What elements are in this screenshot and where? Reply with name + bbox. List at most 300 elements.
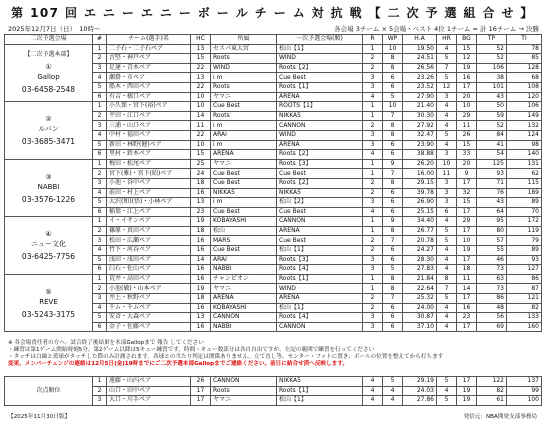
table-cell: 小池・谷中ペア: [107, 178, 191, 188]
table-cell: 6: [93, 150, 107, 160]
table-cell: 71: [477, 178, 507, 188]
table-cell: 8: [383, 274, 403, 284]
table-cell: 3: [93, 236, 107, 246]
table-cell: 4: [437, 102, 457, 112]
table-cell: 28.30: [403, 255, 437, 265]
note-line: ・練習は第1ゲーム開始時刻5分。第2ゲーム以降は5キュー練習です。時間・キュー数部分は各自自由ですが、左記の範囲で練習を行ってください: [8, 347, 375, 353]
table-cell: 5: [93, 313, 107, 323]
venue-cell: [5, 217, 93, 275]
table-cell: 5: [383, 265, 403, 275]
table-cell: 10: [457, 236, 477, 246]
table-cell: 6: [383, 82, 403, 92]
venue-number: ③: [45, 172, 52, 181]
table-cell: 19.50: [403, 44, 437, 54]
table-cell: 竹下・河谷ペア: [107, 246, 191, 256]
column-header: 二次予選会場: [5, 35, 93, 45]
table-row: [5, 217, 542, 227]
table-cell: 43: [477, 198, 507, 208]
table-cell: 3: [437, 198, 457, 208]
table-cell: 8: [383, 178, 403, 188]
table-cell: 大口・川手ペア: [107, 396, 191, 406]
table-cell: ARENA: [277, 140, 363, 150]
table-cell: Roots: [211, 386, 277, 396]
table-cell: 22: [191, 130, 211, 140]
venue-number: ②: [45, 114, 52, 123]
table-cell: 6: [383, 73, 403, 83]
table-cell: Roots: [211, 111, 277, 121]
groups-table: [4, 34, 542, 332]
table-cell: 17: [191, 386, 211, 396]
table-cell: NIKKA5: [277, 377, 363, 387]
table-cell: 6: [93, 92, 107, 102]
table-cell: 23.26: [403, 73, 437, 83]
table-cell: 101: [477, 82, 507, 92]
table-cell: 6: [93, 322, 107, 332]
table-cell: 87: [507, 284, 542, 294]
table-cell: 27.86: [403, 396, 437, 406]
table-cell: 85: [507, 54, 542, 64]
table-cell: 6: [383, 198, 403, 208]
table-cell: 4: [437, 303, 457, 313]
table-cell: 11: [457, 274, 477, 284]
table-cell: NABBI: [211, 265, 277, 275]
venue-number: ①: [45, 63, 52, 72]
table-cell: 16: [191, 274, 211, 284]
table-cell: 120: [507, 92, 542, 102]
table-cell: 松田・広瀬ペア: [107, 236, 191, 246]
table-cell: 17: [457, 178, 477, 188]
table-cell: 13: [191, 73, 211, 83]
table-cell: 松山【1】: [277, 303, 363, 313]
table-cell: 17: [457, 207, 477, 217]
table-cell: 32: [457, 188, 477, 198]
issuer-label: 発信元：NBA開発支部事務局: [463, 414, 537, 420]
table-cell: 62: [507, 169, 542, 179]
table-cell: 2: [93, 284, 107, 294]
table-cell: 137: [507, 377, 542, 387]
venue-name: Gallop: [37, 73, 60, 82]
table-cell: 29: [457, 111, 477, 121]
table-cell: 52: [477, 44, 507, 54]
column-header: TP: [477, 35, 507, 45]
table-cell: 10: [191, 102, 211, 112]
table-cell: 18: [191, 178, 211, 188]
table-cell: 100: [507, 396, 542, 406]
table-cell: 3: [93, 63, 107, 73]
table-cell: 76: [477, 188, 507, 198]
table-cell: 21.40: [403, 102, 437, 112]
table-cell: 3: [363, 73, 383, 83]
table-cell: 73: [477, 265, 507, 275]
table-cell: 10: [437, 159, 457, 169]
table-cell: 1: [363, 159, 383, 169]
table-cell: NIKKA5: [277, 111, 363, 121]
table-cell: i m: [211, 198, 277, 208]
table-cell: 124: [507, 130, 542, 140]
table-cell: 15: [457, 140, 477, 150]
table-cell: 33: [457, 150, 477, 160]
table-cell: 50: [477, 102, 507, 112]
table-cell: 2: [363, 303, 383, 313]
table-cell: 山口・田中ペア: [107, 386, 191, 396]
venue-phone: 03-5243-3175: [21, 309, 76, 319]
column-header: BG: [457, 35, 477, 45]
table-cell: 18: [191, 294, 211, 304]
table-cell: 99: [507, 386, 542, 396]
table-cell: 二子石・二子石ペア: [107, 44, 191, 54]
table-cell: 27.83: [403, 265, 437, 275]
table-cell: ARENA: [277, 226, 363, 236]
table-cell: 24.00: [403, 303, 437, 313]
table-cell: 浅田・浅田ペア: [107, 255, 191, 265]
table-cell: 2: [363, 63, 383, 73]
table-cell: 4: [363, 377, 383, 387]
table-cell: 1: [363, 102, 383, 112]
notes-section: [8, 340, 443, 368]
venue-note: 【二次予選本部】: [24, 51, 73, 59]
table-cell: 19: [457, 386, 477, 396]
table-cell: Roots: [211, 54, 277, 64]
table-cell: WIND: [211, 63, 277, 73]
table-cell: 10: [457, 102, 477, 112]
table-cell: Cue Best: [277, 236, 363, 246]
table-cell: 48: [477, 303, 507, 313]
table-cell: 2: [363, 246, 383, 256]
table-cell: Cue Best: [211, 207, 277, 217]
table-cell: 3: [363, 322, 383, 332]
table-cell: 松山【1】: [277, 44, 363, 54]
table-cell: 15: [457, 44, 477, 54]
table-row: [5, 44, 542, 54]
table-cell: 足達・青木ペア: [107, 63, 191, 73]
table-cell: 8: [383, 54, 403, 64]
table-cell: 6: [383, 322, 403, 332]
venue-cell: [5, 274, 93, 332]
table-cell: 98: [507, 140, 542, 150]
table-cell: 16: [191, 303, 211, 313]
table-cell: 82: [477, 386, 507, 396]
table-cell: 29.19: [403, 377, 437, 387]
table-cell: 5: [93, 255, 107, 265]
table-cell: 89: [507, 246, 542, 256]
table-cell: 23: [457, 313, 477, 323]
table-cell: 79: [507, 236, 542, 246]
table-cell: 61: [477, 396, 507, 406]
table-cell: Roots【4】: [277, 265, 363, 275]
table-cell: 小池(敏)・山本ペア: [107, 284, 191, 294]
column-header: HR: [437, 35, 457, 45]
table-cell: 篠原・真田ペア: [107, 226, 191, 236]
table-cell: 23.90: [403, 140, 437, 150]
table-cell: CANNON: [211, 377, 277, 387]
table-cell: 里村・鈴木ペア: [107, 150, 191, 160]
table-cell: 3: [93, 178, 107, 188]
table-cell: ARENA: [211, 294, 277, 304]
column-header: 所属: [211, 35, 277, 45]
table-cell: 29: [457, 217, 477, 227]
table-cell: 5: [383, 377, 403, 387]
table-cell: 12: [437, 82, 457, 92]
table-cell: 4: [437, 246, 457, 256]
table-cell: 26: [457, 130, 477, 140]
table-cell: 中村・福田ペア: [107, 130, 191, 140]
table-cell: 2: [93, 54, 107, 64]
table-cell: Cue Best: [211, 169, 277, 179]
table-cell: 10: [383, 44, 403, 54]
table-cell: 24.51: [403, 54, 437, 64]
table-cell: 1: [363, 44, 383, 54]
venue-number: ⑤: [45, 287, 52, 296]
table-cell: i m: [211, 140, 277, 150]
table-cell: ARAI: [211, 255, 277, 265]
table-cell: 38: [477, 73, 507, 83]
venue-number: ④: [45, 230, 52, 239]
table-cell: 10: [191, 92, 211, 102]
table-cell: 16: [191, 246, 211, 256]
table-cell: 8: [383, 63, 403, 73]
table-cell: Cue Best: [277, 169, 363, 179]
version-label: 【2025年11月30日版】: [8, 414, 71, 420]
table-cell: 1: [363, 284, 383, 294]
table-cell: 1: [93, 274, 107, 284]
table-cell: 1: [93, 377, 107, 387]
table-cell: Roots【3】: [277, 159, 363, 169]
table-cell: 4: [437, 255, 457, 265]
table-cell: 5: [437, 377, 457, 387]
table-cell: 瀬掛・市ペア: [107, 73, 191, 83]
table-cell: 4: [363, 207, 383, 217]
column-header: チーム(選手)名: [107, 35, 191, 45]
table-cell: 井上・秋野ペア: [107, 294, 191, 304]
table-cell: 4: [437, 313, 457, 323]
table-cell: 23.52: [403, 82, 437, 92]
table-cell: 64: [477, 207, 507, 217]
table-cell: 8: [383, 284, 403, 294]
table-cell: 12: [457, 54, 477, 64]
table-cell: 17: [457, 322, 477, 332]
table-cell: 39.78: [403, 188, 437, 198]
table-cell: 3: [363, 198, 383, 208]
note-line: ・タッチは白線と黄球がタッチした際のみ計測されます。各球との当たり判定は関係ありません。立て直し等、センター・フットに置き、ボールの位置を整えてから打ちます: [8, 354, 444, 360]
table-cell: 20: [457, 92, 477, 102]
table-cell: 2: [93, 226, 107, 236]
wildcard-table: [4, 376, 542, 406]
table-cell: ヤマニ: [211, 396, 277, 406]
table-cell: 5: [437, 130, 457, 140]
table-cell: 54: [477, 150, 507, 160]
table-cell: 6: [93, 265, 107, 275]
table-cell: 6: [383, 313, 403, 323]
table-cell: Cue Best: [277, 207, 363, 217]
table-row: [5, 159, 542, 169]
table-cell: CANNON: [277, 121, 363, 131]
table-cell: 17: [191, 396, 211, 406]
table-cell: 8: [383, 226, 403, 236]
table-cell: 5: [437, 396, 457, 406]
table-cell: 38.88: [403, 150, 437, 160]
table-cell: 5: [437, 226, 457, 236]
table-cell: 4: [437, 44, 457, 54]
table-cell: 6: [93, 207, 107, 217]
table-cell: 22.64: [403, 284, 437, 294]
table-cell: 宮下(雅)・宮下(昭)ペア: [107, 169, 191, 179]
table-cell: 19: [457, 396, 477, 406]
table-cell: 三浦・山口ペア: [107, 121, 191, 131]
change-deadline-note: 変更、メンバーチェンジの連絡は12月5日(金)19時までにご二次予選本部Gallopまでご連絡ください。前日に結合せ済へ反映します。: [8, 361, 348, 367]
table-cell: 43: [477, 92, 507, 102]
table-cell: 4: [93, 303, 107, 313]
table-cell: 15: [457, 198, 477, 208]
table-cell: ARENA: [211, 150, 277, 160]
table-cell: 4: [437, 386, 457, 396]
table-cell: CANNON: [211, 313, 277, 323]
table-cell: MARS: [211, 236, 277, 246]
table-cell: 34.40: [403, 217, 437, 227]
table-cell: 122: [477, 377, 507, 387]
table-cell: 3: [93, 294, 107, 304]
table-cell: WIND: [277, 54, 363, 64]
table-cell: 1: [363, 111, 383, 121]
table-cell: 86: [507, 274, 542, 284]
table-cell: 128: [507, 63, 542, 73]
venue-cell: [5, 159, 93, 217]
table-cell: 松山【1】: [277, 246, 363, 256]
table-cell: 小久保・宮下(裕)ペア: [107, 102, 191, 112]
table-cell: 16: [191, 322, 211, 332]
table-cell: 4: [437, 322, 457, 332]
table-cell: 26.20: [403, 159, 437, 169]
table-cell: Roots: [211, 82, 277, 92]
table-cell: 189: [507, 188, 542, 198]
table-cell: 8: [383, 121, 403, 131]
table-cell: 115: [507, 178, 542, 188]
table-cell: 4: [93, 246, 107, 256]
table-cell: チャンピオン: [211, 274, 277, 284]
table-cell: ヤマニ: [211, 284, 277, 294]
table-cell: ARENA: [277, 92, 363, 102]
table-cell: 18: [457, 265, 477, 275]
table-cell: NIKKA5: [277, 188, 363, 198]
table-cell: 32.47: [403, 130, 437, 140]
table-cell: 8: [383, 130, 403, 140]
table-cell: 16: [457, 73, 477, 83]
table-cell: 84: [477, 130, 507, 140]
table-cell: 5: [437, 73, 457, 83]
column-header: #: [93, 35, 107, 45]
table-cell: 船木・西田ペア: [107, 82, 191, 92]
table-cell: 14: [457, 284, 477, 294]
table-cell: 3: [93, 121, 107, 131]
table-cell: 6: [383, 303, 403, 313]
table-cell: 17: [457, 294, 477, 304]
table-cell: 臼石・佐山ペア: [107, 265, 191, 275]
table-cell: 6: [383, 140, 403, 150]
venue-phone: 03-3576-1226: [21, 194, 76, 204]
table-cell: 15: [191, 150, 211, 160]
table-cell: 大沢(和)(悟)・小林ペア: [107, 198, 191, 208]
table-cell: 稲葉・江上ペア: [107, 207, 191, 217]
table-cell: 3: [93, 396, 107, 406]
table-cell: 55: [477, 246, 507, 256]
table-cell: WIND: [277, 130, 363, 140]
table-cell: 1: [93, 44, 107, 54]
table-cell: 26.77: [403, 226, 437, 236]
table-cell: 127: [507, 265, 542, 275]
table-cell: 68: [507, 73, 542, 83]
table-cell: 2: [363, 54, 383, 64]
table-cell: 13: [191, 313, 211, 323]
table-cell: 30.87: [403, 313, 437, 323]
table-cell: 133: [507, 313, 542, 323]
table-cell: 2: [363, 294, 383, 304]
table-cell: 4: [437, 217, 457, 227]
page-title: 第 107 回 エ ニ ー エ ニ ー ボ ー ル チ ー ム 対 抗 戦 【 二 次 予 選 組 合 せ 】: [11, 6, 534, 20]
table-cell: 1: [93, 217, 107, 227]
table-cell: 9: [457, 169, 477, 179]
table-cell: 95: [477, 217, 507, 227]
table-cell: 2: [363, 236, 383, 246]
table-cell: 新田・林野(健)ペア: [107, 140, 191, 150]
table-cell: 7: [383, 294, 403, 304]
table-cell: 4: [437, 121, 457, 131]
table-cell: Roots【1】: [277, 274, 363, 284]
table-cell: 4: [363, 396, 383, 406]
table-cell: 41: [477, 140, 507, 150]
table-cell: 121: [507, 294, 542, 304]
table-cell: 16.00: [403, 169, 437, 179]
table-cell: 16: [191, 236, 211, 246]
table-cell: 平田・江口ペア: [107, 111, 191, 121]
table-cell: Roots【2】: [277, 63, 363, 73]
table-cell: 82: [507, 303, 542, 313]
table-cell: 19: [457, 63, 477, 73]
wildcard-label: 次点順位: [5, 377, 93, 406]
table-cell: 24.27: [403, 246, 437, 256]
table-cell: 3: [363, 255, 383, 265]
table-cell: 16: [191, 188, 211, 198]
table-cell: 遠藤・山内ペア: [107, 377, 191, 387]
table-cell: 86: [477, 294, 507, 304]
table-cell: 6: [383, 188, 403, 198]
table-cell: 108: [507, 82, 542, 92]
table-cell: Roots【3】: [277, 255, 363, 265]
table-cell: 63: [477, 274, 507, 284]
table-cell: 5: [437, 236, 457, 246]
table-cell: 2: [93, 111, 107, 121]
table-cell: 1: [93, 102, 107, 112]
table-cell: 17: [457, 226, 477, 236]
table-cell: 25: [191, 159, 211, 169]
table-row: [5, 102, 542, 112]
table-cell: Roots【2】: [277, 150, 363, 160]
table-cell: 松山: [211, 226, 277, 236]
table-cell: 4: [437, 111, 457, 121]
table-cell: 18: [191, 226, 211, 236]
table-cell: 松山【1】: [277, 396, 363, 406]
table-cell: Cue Best: [211, 102, 277, 112]
table-cell: 93: [477, 169, 507, 179]
table-cell: i m: [211, 73, 277, 83]
table-cell: ARAI: [211, 130, 277, 140]
table-cell: 8: [437, 274, 457, 284]
table-cell: WIND: [277, 284, 363, 294]
table-cell: 6: [383, 246, 403, 256]
table-cell: NIKKA5: [211, 188, 277, 198]
table-cell: 19: [191, 284, 211, 294]
table-cell: 4: [437, 265, 457, 275]
table-cell: 89: [507, 198, 542, 208]
table-cell: 2: [93, 386, 107, 396]
